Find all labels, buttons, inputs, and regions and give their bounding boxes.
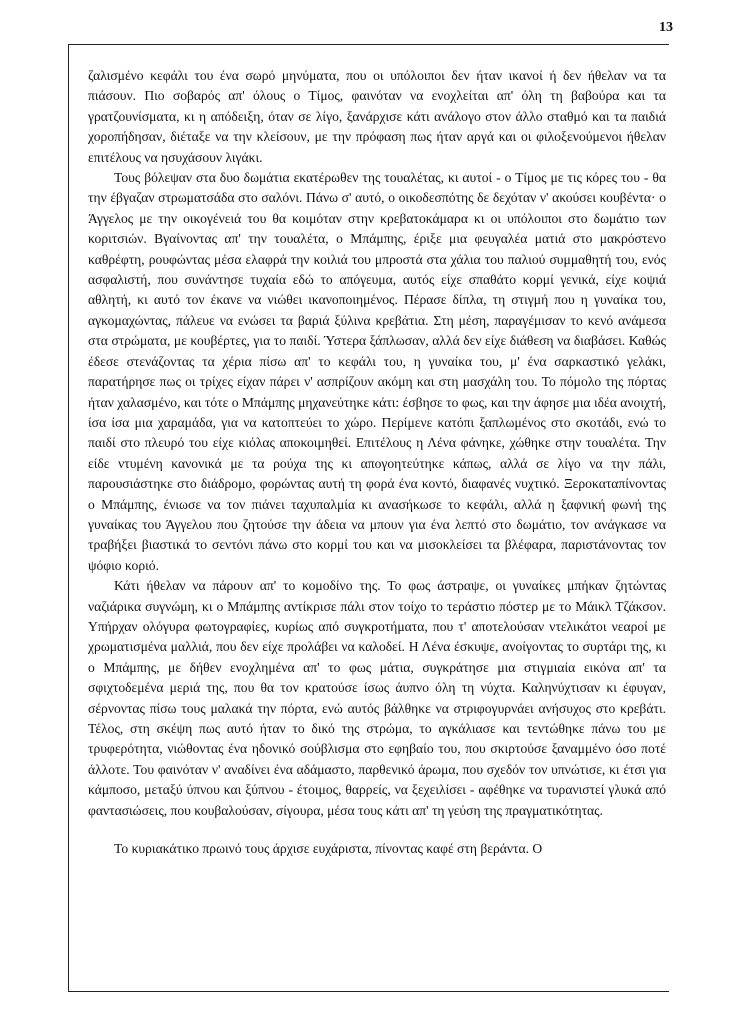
paragraph-3: Κάτι ήθελαν να πάρουν απ' το κομοδίνο της. Το φως άστραψε, οι γυναίκες μπήκαν ζητώντας ναζιάρικα συγνώμη, κι ο Μπάμπης αντίκρισε πάλι στον τοίχο το τεράστιο πόστερ με το Μάικλ Τζάκσον. Υπήρχαν ολόγυρα φωτογραφίες, κυρίως από συγκροτήματα, που τ' αποτελούσαν ντελικάτοι νεαροί με χρωματισμένα μαλλιά, που δεν είχε προλάβει να καλοδεί. Η Λένα έσκυψε, ανοίγοντας το συρτάρι της, κι ο Μπάμπης, με δήθεν ενοχλημένα απ' το φως μάτια, συγκράτησε μια στιγμιαία εικόνα απ' τα σφιχτοδεμένα μεριά της, που θα τον κρατούσε ίσως άυπνο όλη τη νύχτα. Καληνύχτισαν κι έφυγαν, σέρνοντας πίσω τους μαλακά την πόρτα, ενώ αυτός βάλθηκε να στριφογυρνάει ανήσυχος στο κρεβάτι. Τέλος, στη σκέψη πως αυτό ήταν το δικό της στρώμα, το αγκάλιασε και τεντώθηκε πάνω του με τρυφερότητα, νιώθοντας ένα ηδονικό σούβλισμα στο εφηβαίο του, που σκιρτούσε ξαναμμένο όσο ποτέ άλλοτε. Του φαινόταν ν' αναδίνει ένα αδάμαστο, παρθενικό άρωμα, που σχεδόν τον υπνώτισε, κι έτσι για κάμποσο, μεταξύ ύπνου και ξύπνου - έτοιμος, θαρρείς, να ξεχειλίσει - αφέθηκε να τυρανιστεί γλυκά από φαντασιώσεις, που κουβαλούσαν, σίγουρα, μέσα τους κάτι απ' τη γεύση της πραγματικότητας. bbox=[88, 578, 666, 818]
paragraph-2: Τους βόλεψαν στα δυο δωμάτια εκατέρωθεν της τουαλέτας, κι αυτοί - ο Τίμος με τις κόρες του - θα την έβγαζαν στρωματσάδα στο σαλόνι. Πάνω σ' αυτό, ο οικοδεσπότης δε δεχόταν ν' ακούσει κουβέντα· ο Άγγελος με την οικογένειά του θα κοιμόταν στην κρεβατοκάμαρα κι οι υπόλοιποι στο δωμάτιο των κοριτσιών. Βγαίνοντας απ' την τουαλέτα, ο Μπάμπης, έριξε μια φευγαλέα ματιά στο μακρόστενο καθρέφτη, ρουφώντας μέσα ελαφρά την κοιλιά του μπροστά στα χάλια του παλιού συμμαθητή του, ενός ασφαλιστή, που συνάντησε τυχαία εδώ το απόγευμα, αυτός είχε σπαθάτο κορμί γενικά, είχε κοψιά αθλητή, κι αυτό τον έκανε να νιώθει ικανοποιημένος. Πέρασε δίπλα, τη στιγμή που η γυναίκα του, αγκομαχώντας, πάλευε να ενώσει τα βαριά ξύλινα κρεβάτια. Στη μέση, παραγέμισαν το κενό ανάμεσα στα στρώματα, με κουβέρτες, για το παιδί. Ύστερα ξάπλωσαν, αλλά δεν είχε διάθεση να διαβάσει. Καθώς έδεσε στενάζοντας τα χέρια πίσω απ' το κεφάλι του, η γυναίκα του, μ' ένα σαρκαστικό γελάκι, παρατήρησε πως οι τρίχες είχαν πάρει ν' ασπρίζουν ακόμη και στη μασχάλη του. Το πόμολο της πόρτας ήταν χαλασμένο, και τότε ο Μπάμπης μηχανεύτηκε κάτι: έσβησε το φως, και την άφησε μια ιδέα ανοιχτή, ίσα ίσα μια χαραμάδα, για να κατοπτεύει το χώρο. Περίμενε κατόπι ξαπλωμένος στο σκοτάδι, ενώ το παιδί στο πλευρό του είχε κιόλας αποκοιμηθεί. Επιτέλους η Λένα φάνηκε, χώθηκε στην τουαλέτα. Την είδε ντυμένη κανονικά με τα ρούχα της κι απογοητεύτηκε κάπως, αλλά σε λίγο να την πάλι, παρουσιάστηκε στο διάδρομο, φορώντας αυτή τη φορά ένα κοντό, διαφανές νυχτικό. Ξεροκαταπίνοντας ο Μπάμπης, ένιωσε να τον πιάνει ταχυπαλμία κι ανασήκωσε το κεφάλι, αλλά η ξαφνική φωνή της γυναίκας του Άγγελου που ζητούσε την άδεια να μπουν για ένα λεπτό στο δωμάτιο, τον ανάγκασε να τραβήξει βιαστικά το σεντόνι πάνω στο κορμί του και να μισοκλείσει τα βλέφαρα, παριστάνοντας τον ψόφιο κοριό. bbox=[88, 170, 666, 573]
paragraph-1: ζαλισμένο κεφάλι του ένα σωρό μηνύματα, που οι υπόλοιποι δεν ήταν ικανοί ή δεν ήθελαν να τα πιάσουν. Πιο σοβαρός απ' όλους ο Τίμος, φαινόταν να ενοχλείται απ' όλη τη βαβούρα και τα γρατζουνίσματα, κι η απόδειξη, όταν σε λίγο, ξανάρχισε κάτι ανάλογο στον άλλο σταθμό και τα παιδιά χοροπήδησαν, διέταξε να την κλείσουν, με την πρόφαση πως ήταν αργά και οι φιλοξενούμενοι ήθελαν επιτέλους να ησυχάσουν λιγάκι. bbox=[88, 68, 666, 165]
page-number: 13 bbox=[659, 20, 673, 35]
paragraph-4: Το κυριακάτικο πρωινό τους άρχισε ευχάριστα, πίνοντας καφέ στη βεράντα. Ο bbox=[114, 841, 543, 857]
body-text bbox=[88, 66, 666, 859]
